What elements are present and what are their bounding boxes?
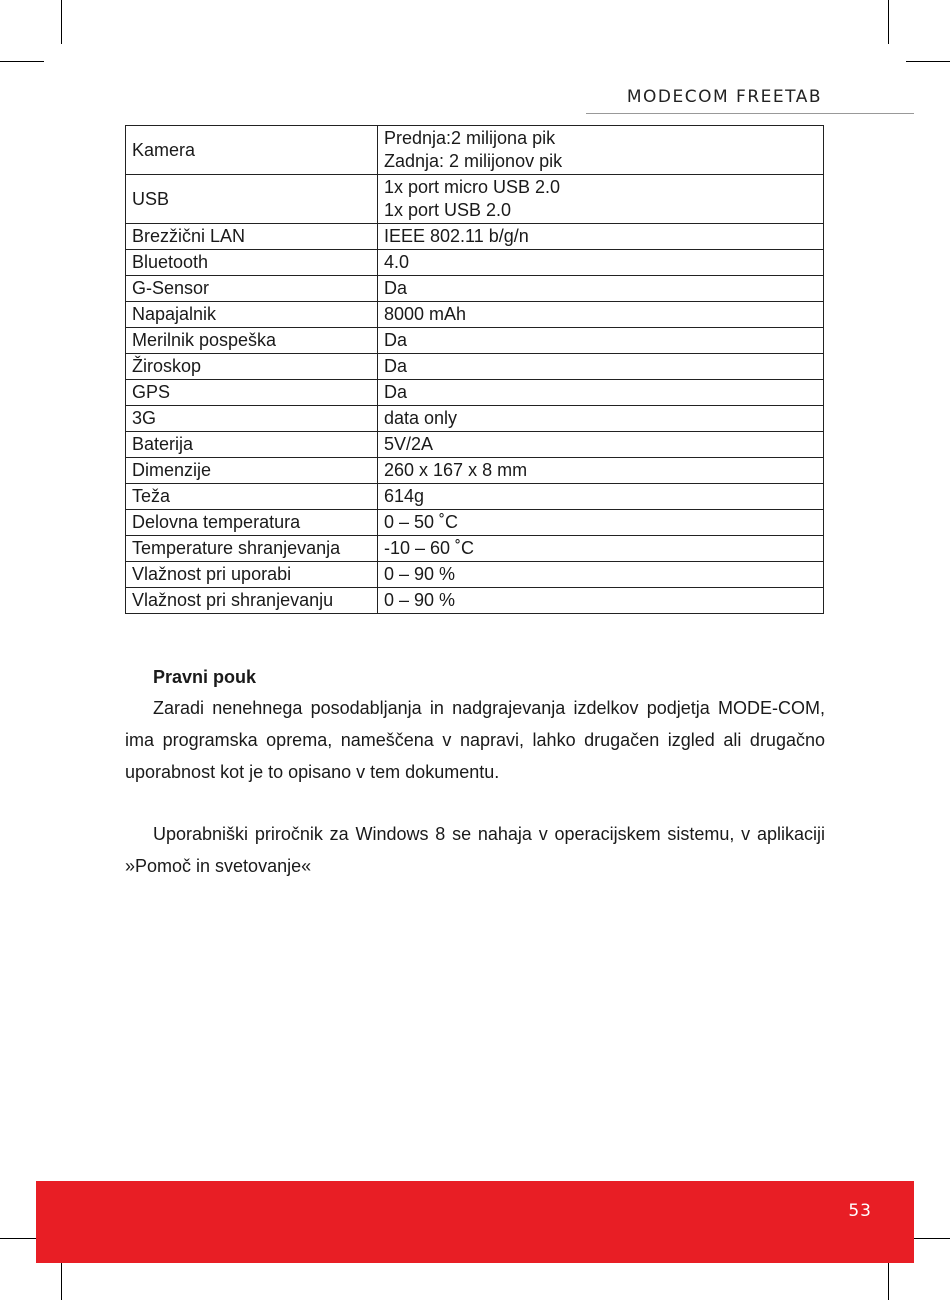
spec-value-line: 5V/2A <box>384 434 434 454</box>
spec-value <box>378 175 824 224</box>
spec-table <box>125 125 824 614</box>
spec-value <box>378 432 824 458</box>
spec-row <box>126 588 824 614</box>
spec-value-line: 1x port micro USB 2.0 <box>384 177 561 197</box>
spec-row <box>126 432 824 458</box>
spec-value-line: Zadnja: 2 milijonov pik <box>384 151 563 171</box>
spec-value <box>378 224 824 250</box>
crop-mark <box>888 0 889 44</box>
spec-row <box>126 354 824 380</box>
spec-label: Bluetooth <box>126 250 378 276</box>
spec-label: Žiroskop <box>126 354 378 380</box>
header-rule <box>586 113 914 114</box>
spec-row <box>126 224 824 250</box>
spec-value-line: Prednja:2 milijona pik <box>384 128 556 148</box>
spec-value-line: Da <box>384 278 408 298</box>
spec-row <box>126 250 824 276</box>
spec-label: Dimenzije <box>126 458 378 484</box>
crop-mark <box>0 61 44 62</box>
spec-row <box>126 302 824 328</box>
running-header: MODECOM FREETAB <box>626 87 822 107</box>
spec-label: Temperature shranjevanja <box>126 536 378 562</box>
spec-value <box>378 380 824 406</box>
spec-label: Kamera <box>126 126 378 175</box>
spec-label: Brezžični LAN <box>126 224 378 250</box>
spec-row <box>126 536 824 562</box>
spec-value <box>378 328 824 354</box>
spec-value-line: 0 – 90 % <box>384 590 456 610</box>
spec-value <box>378 250 824 276</box>
spec-value-line: 260 x 167 x 8 mm <box>384 460 528 480</box>
spec-label: 3G <box>126 406 378 432</box>
spec-value <box>378 406 824 432</box>
crop-mark <box>61 0 62 44</box>
spec-row <box>126 484 824 510</box>
spec-label: Baterija <box>126 432 378 458</box>
legal-paragraph: Zaradi nenehnega posodabljanja in nadgrajevanja izdelkov podjetja MODE-COM, ima programska oprema, nameščena v napravi, lahko drugačen izgled ali drugačno uporabnost kot je to opisano v tem dokumentu. <box>125 698 825 782</box>
footer-band <box>36 1181 914 1263</box>
spec-value-line: 614g <box>384 486 425 506</box>
spec-label: Teža <box>126 484 378 510</box>
spec-value-line: Da <box>384 382 408 402</box>
spec-value-line: IEEE 802.11 b/g/n <box>384 226 529 246</box>
spec-value-line: data only <box>384 408 458 428</box>
spec-label: GPS <box>126 380 378 406</box>
spec-label: USB <box>126 175 378 224</box>
spec-value-line: Da <box>384 356 408 376</box>
spec-value-line: 0 – 90 % <box>384 564 456 584</box>
spec-row <box>126 175 824 224</box>
spec-label: Delovna temperatura <box>126 510 378 536</box>
crop-mark <box>906 61 950 62</box>
spec-value <box>378 588 824 614</box>
spec-value <box>378 458 824 484</box>
spec-row <box>126 562 824 588</box>
manual-paragraph: Uporabniški priročnik za Windows 8 se nahaja v operacijskem sistemu, v aplikaciji »Pomoč in svetovanje« <box>125 824 825 876</box>
spec-value <box>378 562 824 588</box>
spec-row <box>126 458 824 484</box>
legal-section <box>125 662 825 882</box>
spec-label: Vlažnost pri uporabi <box>126 562 378 588</box>
spec-value <box>378 302 824 328</box>
spec-label: Napajalnik <box>126 302 378 328</box>
spec-value-line: -10 – 60 ˚C <box>384 538 475 558</box>
spec-value <box>378 484 824 510</box>
spec-row <box>126 328 824 354</box>
spec-value <box>378 276 824 302</box>
section-title: Pravni pouk <box>153 667 257 687</box>
spec-value <box>378 536 824 562</box>
spec-label: Merilnik pospeška <box>126 328 378 354</box>
spec-label: Vlažnost pri shranjevanju <box>126 588 378 614</box>
spec-row <box>126 276 824 302</box>
spec-row <box>126 126 824 175</box>
spec-value <box>378 510 824 536</box>
spec-row <box>126 510 824 536</box>
spec-value <box>378 126 824 175</box>
spec-value-line: 4.0 <box>384 252 410 272</box>
page-number: 53 <box>848 1201 872 1221</box>
spec-value-line: 8000 mAh <box>384 304 467 324</box>
spec-value-line: 0 – 50 ˚C <box>384 512 459 532</box>
spec-row <box>126 380 824 406</box>
spec-value-line: Da <box>384 330 408 350</box>
spec-value-line: 1x port USB 2.0 <box>384 200 512 220</box>
spec-value <box>378 354 824 380</box>
spec-row <box>126 406 824 432</box>
spec-label: G-Sensor <box>126 276 378 302</box>
